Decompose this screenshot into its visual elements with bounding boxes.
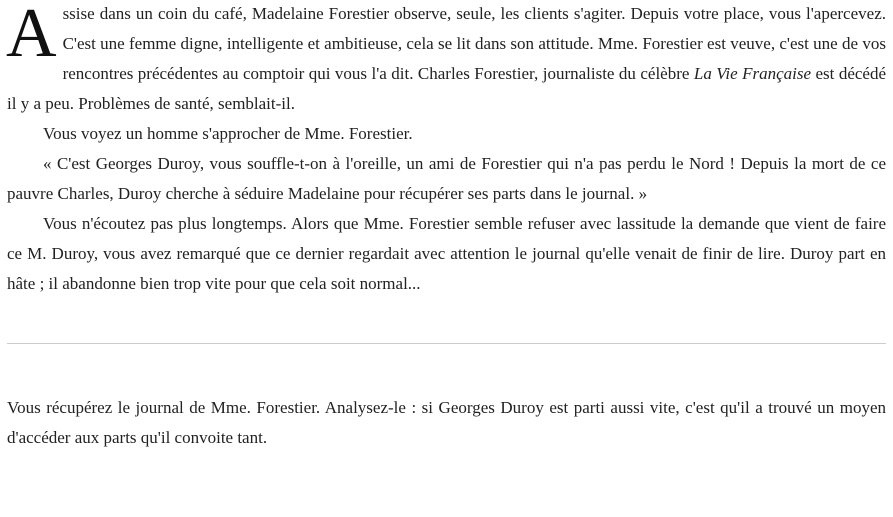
story-paragraph-1: [7, 0, 886, 119]
story-paragraph-4: Vous n'écoutez pas plus longtemps. Alors que Mme. Forestier semble refuser avec lassitude la demande que vient de faire ce M. Duroy, vous avez remarqué que ce dernier regardait avec attention le journal qu'elle venait de finir de lire. Duroy part en hâte ; il abandonne bien trop vite pour que cela soit normal...: [7, 214, 886, 293]
section-divider: [7, 343, 886, 344]
story-paragraph-1-text: ssise dans un coin du café, Madelaine Forestier observe, seule, les clients s'agiter. Depuis votre place, vous l'apercevez. C'est une femme digne, intelligente et ambitieuse, cela se lit dans son attitude. Mme. Forestier est veuve, c'est une de vos rencontres précédentes au comptoir qui vous l'a dit. Charles Forestier, journaliste du célèbre: [62, 4, 886, 83]
story-paragraph-2: Vous voyez un homme s'approcher de Mme. Forestier.: [43, 124, 413, 143]
drop-cap-letter: A: [6, 0, 57, 72]
story-text: [7, 0, 886, 299]
newspaper-title: La Vie Française: [693, 64, 812, 83]
challenge-prompt: Vous récupérez le journal de Mme. Forestier. Analysez-le : si Georges Duroy est parti aussi vite, c'est qu'il a trouvé un moyen d'accéder aux parts qu'il convoite tant.: [7, 398, 886, 447]
story-paragraph-1-end: est décédé il y a peu. Problèmes de santé, semblait-il.: [7, 64, 886, 113]
story-paragraph-3: « C'est Georges Duroy, vous souffle-t-on à l'oreille, un ami de Forestier qui n'a pas perdu le Nord ! Depuis la mort de ce pauvre Charles, Duroy cherche à séduire Madelaine pour récupérer ses parts dans le journal. »: [7, 154, 886, 203]
